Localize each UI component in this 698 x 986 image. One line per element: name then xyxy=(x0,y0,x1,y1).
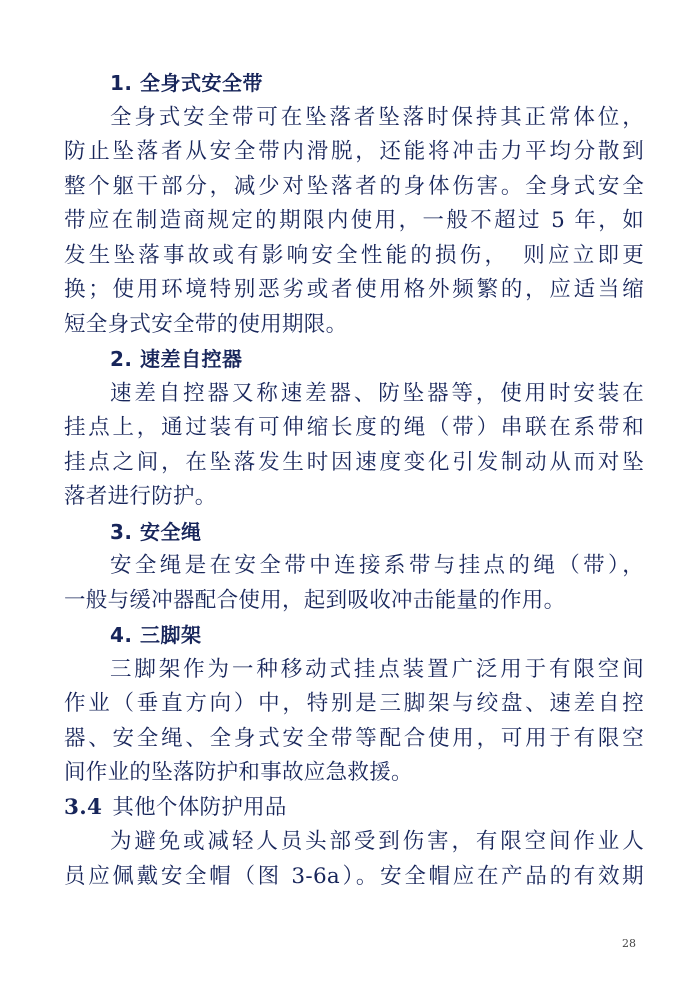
paragraph-line: 三脚架作为一种移动式挂点装置广泛用于有限空间 xyxy=(110,656,644,682)
section-heading-other-ppe xyxy=(64,791,644,826)
document-page xyxy=(64,66,644,894)
paragraph-line: 员应佩戴安全帽（图 3-6a）。安全帽应在产品的有效期 xyxy=(64,863,644,889)
paragraph-line: 为避免或减轻人员头部受到伤害，有限空间作业人 xyxy=(110,829,644,854)
subheading-tripod: 4. 三脚架 xyxy=(110,623,202,647)
subheading-speed-differential-device: 2. 速差自控器 xyxy=(110,347,243,371)
paragraph-line: 作业（垂直方向）中，特别是三脚架与绞盘、速差自控 xyxy=(64,691,644,716)
section-number: 3.4 xyxy=(64,794,103,820)
subheading-safety-rope: 3. 安全绳 xyxy=(110,519,202,544)
paragraph-line: 发生坠落事故或有影响安全性能的损伤， 则应立即更 xyxy=(64,242,644,268)
paragraph-line: 速差自控器又称速差器、防坠器等，使用时安装在 xyxy=(110,380,644,406)
paragraph-line: 换；使用环境特别恶劣或者使用格外频繁的，应适当缩 xyxy=(64,277,644,302)
paragraph-line: 落者进行防护。 xyxy=(64,484,217,509)
paragraph-line: 安全绳是在安全带中连接系带与挂点的绳（带）， xyxy=(110,553,644,578)
paragraph-line: 短全身式安全带的使用期限。 xyxy=(64,311,348,337)
subheading-full-body-harness: 1. 全身式安全带 xyxy=(110,71,263,95)
paragraph-line: 器、安全绳、全身式安全带等配合使用，可用于有限空 xyxy=(64,725,644,751)
paragraph-line: 整个躯干部分，减少对坠落者的身体伤害。全身式安全 xyxy=(64,173,644,199)
section-title: 其他个体防护用品 xyxy=(112,794,287,820)
paragraph-line: 一般与缓冲器配合使用，起到吸收冲击能量的作用。 xyxy=(64,587,566,613)
paragraph-line: 挂点之间，在坠落发生时因速度变化引发制动从而对坠 xyxy=(64,449,644,475)
page-number: 28 xyxy=(622,937,636,950)
paragraph-line: 间作业的坠落防护和事故应急救援。 xyxy=(64,760,413,785)
paragraph-line: 防止坠落者从安全带内滑脱，还能将冲击力平均分散到 xyxy=(64,139,644,164)
paragraph-line: 挂点上，通过装有可伸缩长度的绳（带）串联在系带和 xyxy=(64,415,644,440)
paragraph-line: 带应在制造商规定的期限内使用，一般不超过 5 年，如 xyxy=(64,208,644,233)
paragraph-line: 全身式安全带可在坠落者坠落时保持其正常体位， xyxy=(110,104,644,130)
